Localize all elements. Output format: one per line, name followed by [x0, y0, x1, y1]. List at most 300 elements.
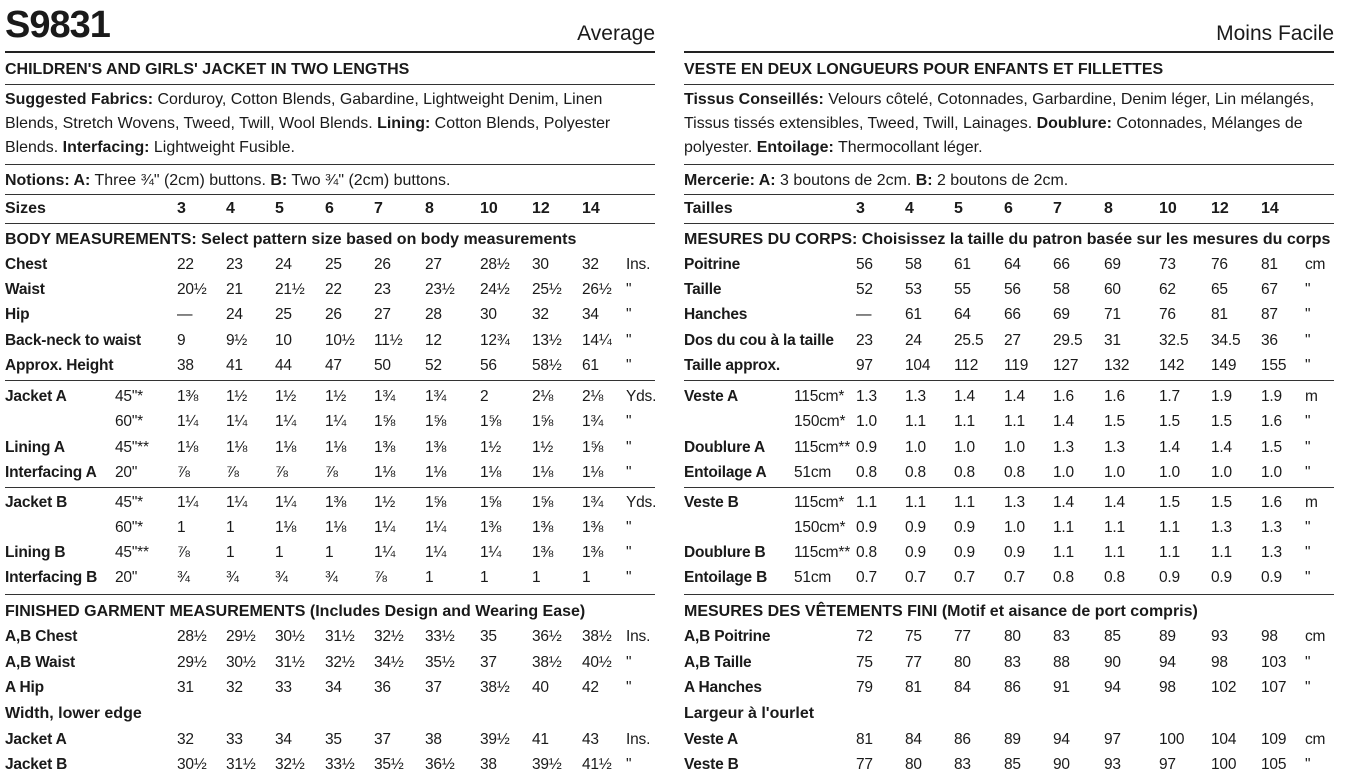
- table-row: [5, 329, 655, 353]
- table-row: [5, 385, 655, 409]
- table-row: [684, 516, 1334, 540]
- cell-value: 38: [480, 756, 497, 773]
- cell-value: 1⅝: [582, 439, 604, 456]
- cell-value: 1.1: [905, 494, 926, 511]
- fabrics-text: Velours côtelé, Cotonnades, Garbardine, Denim léger, Lin mélangés,: [823, 91, 1315, 108]
- cell-value: 77: [905, 654, 922, 671]
- cell-value: 39½: [480, 731, 510, 748]
- cell-value: 85: [1104, 628, 1121, 645]
- size-header: 6: [325, 200, 334, 217]
- cell-value: 31: [1104, 332, 1121, 349]
- cell-value: 34: [325, 679, 342, 696]
- cell-value: 1¼: [480, 544, 502, 561]
- unit-label: Ins.: [626, 256, 651, 273]
- cell-value: 1¾: [374, 388, 396, 405]
- cell-value: —: [177, 306, 193, 323]
- cell-value: 93: [1211, 628, 1228, 645]
- cell-value: 1¼: [177, 413, 199, 430]
- fabric-width: 115cm*: [794, 494, 845, 511]
- fabric-width: 45"**: [115, 544, 149, 561]
- cell-value: ¾: [275, 569, 288, 586]
- cell-value: 112: [954, 357, 979, 374]
- cell-value: 1.4: [1053, 413, 1074, 430]
- cell-value: 1.3: [1053, 439, 1074, 456]
- fabric-width: 115cm**: [794, 439, 851, 456]
- divider: [684, 380, 1334, 381]
- cell-value: 14¼: [582, 332, 612, 349]
- cell-value: 1⅛: [275, 439, 297, 456]
- cell-value: 1.5: [1159, 413, 1180, 430]
- cell-value: 2: [480, 388, 489, 405]
- cell-value: 0.9: [954, 544, 975, 561]
- cell-value: 1⅝: [532, 494, 554, 511]
- unit-label: ": [1305, 357, 1311, 374]
- cell-value: 32: [582, 256, 599, 273]
- table-row: [684, 702, 1334, 726]
- cell-value: 0.9: [856, 439, 877, 456]
- cell-value: 1.3: [1261, 544, 1282, 561]
- cell-value: ⅞: [325, 464, 338, 481]
- cell-value: 69: [1104, 256, 1121, 273]
- cell-value: 36½: [425, 756, 455, 773]
- unit-label: m: [1305, 494, 1318, 511]
- row-label: A,B Chest: [5, 628, 78, 645]
- cell-value: 81: [1261, 256, 1278, 273]
- cell-value: 69: [1053, 306, 1070, 323]
- cell-value: 93: [1104, 756, 1121, 773]
- table-row: [5, 676, 655, 700]
- table-row: [5, 303, 655, 327]
- cell-value: 25: [325, 256, 342, 273]
- unit-label: ": [626, 679, 632, 696]
- cell-value: 56: [856, 256, 873, 273]
- cell-value: 1.0: [1211, 464, 1232, 481]
- cell-value: 27: [374, 306, 391, 323]
- fabric-width: 45"*: [115, 388, 143, 405]
- cell-value: 32: [226, 679, 243, 696]
- divider: [684, 594, 1334, 595]
- table-row: [684, 329, 1334, 353]
- row-label: Jacket B: [5, 494, 68, 511]
- unit-label: ": [1305, 306, 1311, 323]
- cell-value: 0.7: [856, 569, 877, 586]
- cell-value: 87: [1261, 306, 1278, 323]
- cell-value: 80: [905, 756, 922, 773]
- cell-value: ⅞: [226, 464, 239, 481]
- cell-value: 77: [856, 756, 873, 773]
- unit-label: Yds.: [626, 494, 657, 511]
- cell-value: 1.9: [1261, 388, 1282, 405]
- cell-value: 31½: [325, 628, 355, 645]
- cell-value: 109: [1261, 731, 1287, 748]
- cell-value: 71: [1104, 306, 1121, 323]
- cell-value: 25.5: [954, 332, 984, 349]
- cell-value: 41½: [582, 756, 612, 773]
- table-row: [5, 228, 655, 252]
- interfacing-label: Entoilage:: [756, 139, 834, 156]
- cell-value: 37: [480, 654, 497, 671]
- cell-value: 44: [275, 357, 292, 374]
- unit-label: ": [626, 544, 632, 561]
- cell-value: 0.9: [1261, 569, 1282, 586]
- cell-value: 1: [226, 544, 235, 561]
- cell-value: 1.4: [1004, 388, 1025, 405]
- table-row: [5, 541, 655, 565]
- width-label: Width, lower edge: [5, 705, 142, 722]
- cell-value: 1.1: [954, 413, 975, 430]
- cell-value: 0.9: [1211, 569, 1232, 586]
- fabrics-label: Tissus Conseillés:: [684, 91, 824, 108]
- cell-value: 1.3: [856, 388, 877, 405]
- cell-value: 38: [425, 731, 442, 748]
- cell-value: 1⅝: [532, 413, 554, 430]
- unit-label: Ins.: [626, 628, 651, 645]
- cell-value: 0.9: [905, 544, 926, 561]
- cell-value: 1.4: [1211, 439, 1232, 456]
- divider: [684, 223, 1334, 224]
- cell-value: 30: [532, 256, 549, 273]
- cell-value: 1⅛: [177, 439, 199, 456]
- cell-value: 1.4: [954, 388, 975, 405]
- cell-value: 28: [425, 306, 442, 323]
- cell-value: 36: [1261, 332, 1278, 349]
- table-row: [684, 58, 1334, 82]
- cell-value: 29½: [226, 628, 256, 645]
- section-heading: MESURES DU CORPS: Choisissez la taille du patron basée sur les mesures du corps: [684, 231, 1331, 248]
- cell-value: 104: [905, 357, 931, 374]
- cell-value: 1⅝: [480, 413, 502, 430]
- cell-value: 61: [905, 306, 922, 323]
- cell-value: 83: [954, 756, 971, 773]
- cell-value: 31½: [226, 756, 256, 773]
- cell-value: 64: [1004, 256, 1021, 273]
- cell-value: 83: [1053, 628, 1070, 645]
- pattern-title: CHILDREN'S AND GIRLS' JACKET IN TWO LENGTHS: [5, 61, 410, 78]
- cell-value: 24: [226, 306, 243, 323]
- cell-value: 0.8: [1053, 569, 1074, 586]
- sizes-label: Tailles: [684, 200, 733, 217]
- section-heading: FINISHED GARMENT MEASUREMENTS (Includes Design and Wearing Ease): [5, 603, 586, 620]
- cell-value: 89: [1159, 628, 1176, 645]
- cell-value: 1⅛: [325, 519, 347, 536]
- cell-value: ⅞: [177, 464, 190, 481]
- fabric-width: 60"*: [115, 519, 143, 536]
- cell-value: 77: [954, 628, 971, 645]
- unit-label: ": [626, 413, 632, 430]
- cell-value: 1.0: [905, 439, 926, 456]
- french-column: [684, 0, 1334, 779]
- notions-label: Mercerie: A:: [684, 172, 776, 189]
- unit-label: m: [1305, 388, 1318, 405]
- table-row: [684, 600, 1334, 624]
- size-header: 12: [532, 200, 550, 217]
- cell-value: 1½: [374, 494, 396, 511]
- interfacing-text: Lightweight Fusible.: [149, 139, 295, 156]
- cell-value: 1⅛: [532, 464, 554, 481]
- english-column: [5, 0, 655, 779]
- cell-value: 53: [905, 281, 922, 298]
- cell-value: 84: [905, 731, 922, 748]
- cell-value: 81: [905, 679, 922, 696]
- cell-value: 0.9: [1004, 544, 1025, 561]
- cell-value: 81: [1211, 306, 1228, 323]
- row-label: Veste A: [684, 388, 739, 405]
- row-label: Lining A: [5, 439, 65, 456]
- cell-value: 86: [954, 731, 971, 748]
- row-label: Interfacing A: [5, 464, 97, 481]
- cell-value: 39½: [532, 756, 562, 773]
- cell-value: 0.7: [1004, 569, 1025, 586]
- cell-value: 25: [275, 306, 292, 323]
- unit-label: ": [1305, 464, 1311, 481]
- cell-value: 35½: [374, 756, 404, 773]
- cell-value: 1¼: [374, 519, 396, 536]
- table-row: [5, 253, 655, 277]
- fabric-width: 60"*: [115, 413, 143, 430]
- divider: [5, 164, 655, 165]
- cell-value: 11½: [374, 332, 403, 349]
- divider: [5, 594, 655, 595]
- cell-value: 0.9: [1159, 569, 1180, 586]
- cell-value: 33: [226, 731, 243, 748]
- cell-value: 31: [177, 679, 194, 696]
- size-header: 10: [480, 200, 498, 217]
- fabrics-label: Suggested Fabrics:: [5, 91, 154, 108]
- divider: [5, 51, 655, 53]
- cell-value: 1⅛: [425, 464, 447, 481]
- cell-value: 26: [374, 256, 391, 273]
- table-row: [684, 436, 1334, 460]
- divider: [5, 194, 655, 195]
- cell-value: 1: [582, 569, 591, 586]
- cell-value: 32: [532, 306, 549, 323]
- cell-value: 80: [954, 654, 971, 671]
- notions-text: 2 boutons de 2cm.: [932, 172, 1069, 189]
- unit-label: ": [626, 306, 632, 323]
- table-row: [5, 516, 655, 540]
- cell-value: 102: [1211, 679, 1237, 696]
- pattern-number: S9831: [5, 4, 110, 46]
- cell-value: 1⅛: [325, 439, 347, 456]
- row-label: Lining B: [5, 544, 66, 561]
- cell-value: 1.1: [905, 413, 926, 430]
- lining-label: Lining:: [377, 115, 431, 132]
- size-header: 5: [954, 200, 963, 217]
- cell-value: 61: [954, 256, 971, 273]
- table-row: [684, 410, 1334, 434]
- divider: [684, 487, 1334, 488]
- cell-value: 1⅜: [374, 439, 396, 456]
- unit-label: ": [626, 332, 632, 349]
- cell-value: 1⅜: [582, 519, 604, 536]
- size-header: 3: [177, 200, 186, 217]
- fabric-width: 150cm*: [794, 413, 846, 430]
- table-row: [684, 303, 1334, 327]
- row-label: Back-neck to waist: [5, 332, 141, 349]
- divider: [5, 223, 655, 224]
- difficulty-level: Average: [577, 22, 655, 45]
- cell-value: 30: [480, 306, 497, 323]
- cell-value: 1.6: [1261, 494, 1282, 511]
- row-label: Jacket B: [5, 756, 68, 773]
- row-label: Poitrine: [684, 256, 741, 273]
- cell-value: 1: [177, 519, 186, 536]
- cell-value: 97: [1104, 731, 1121, 748]
- table-row: [5, 728, 655, 752]
- cell-value: 1.0: [1053, 464, 1074, 481]
- cell-value: 1⅛: [275, 519, 297, 536]
- unit-label: Ins.: [626, 731, 651, 748]
- cell-value: 97: [1159, 756, 1176, 773]
- cell-value: 58½: [532, 357, 562, 374]
- table-row: [684, 278, 1334, 302]
- cell-value: 1.0: [954, 439, 975, 456]
- cell-value: 149: [1211, 357, 1237, 374]
- cell-value: 1⅝: [374, 413, 396, 430]
- cell-value: 1.1: [1004, 413, 1025, 430]
- cell-value: 26½: [582, 281, 612, 298]
- cell-value: 132: [1104, 357, 1130, 374]
- cell-value: 1.1: [856, 494, 877, 511]
- cell-value: 76: [1159, 306, 1176, 323]
- cell-value: 32: [177, 731, 194, 748]
- cell-value: 35: [325, 731, 342, 748]
- row-label: Taille approx.: [684, 357, 780, 374]
- cell-value: 38½: [582, 628, 612, 645]
- pattern-header: [5, 0, 655, 50]
- cell-value: 1.4: [1104, 494, 1125, 511]
- cell-value: 24: [275, 256, 292, 273]
- cell-value: 142: [1159, 357, 1185, 374]
- cell-value: 30½: [275, 628, 305, 645]
- cell-value: 1.5: [1104, 413, 1125, 430]
- interfacing-text: Thermocollant léger.: [833, 139, 983, 156]
- pattern-header: [684, 0, 1334, 50]
- notions-label: B:: [915, 172, 933, 189]
- unit-label: ": [1305, 332, 1311, 349]
- size-header: 8: [425, 200, 434, 217]
- cell-value: 76: [1211, 256, 1228, 273]
- difficulty-level: Moins Facile: [1216, 22, 1334, 45]
- cell-value: 1⅜: [582, 544, 604, 561]
- table-row: [5, 625, 655, 649]
- lining-text: polyester.: [684, 139, 757, 156]
- row-label: Doublure B: [684, 544, 766, 561]
- cell-value: 23: [374, 281, 391, 298]
- cell-value: 10½: [325, 332, 355, 349]
- cell-value: 61: [582, 357, 599, 374]
- section-heading: MESURES DES VÊTEMENTS FINI (Motif et aisance de port compris): [684, 603, 1198, 620]
- cell-value: 1¼: [425, 544, 447, 561]
- cell-value: ¾: [177, 569, 190, 586]
- cell-value: 1½: [480, 439, 502, 456]
- table-row: [684, 676, 1334, 700]
- cell-value: 81: [856, 731, 873, 748]
- table-row: [5, 461, 655, 485]
- cell-value: 75: [856, 654, 873, 671]
- cell-value: 1: [275, 544, 284, 561]
- table-row: [684, 197, 1334, 221]
- notions: [5, 169, 653, 193]
- row-label: Dos du cou à la taille: [684, 332, 834, 349]
- row-label: Hip: [5, 306, 30, 323]
- cell-value: ⅞: [275, 464, 288, 481]
- row-label: A,B Taille: [684, 654, 752, 671]
- pattern-title: VESTE EN DEUX LONGUEURS POUR ENFANTS ET FILLETTES: [684, 61, 1164, 78]
- table-row: [5, 197, 655, 221]
- cell-value: 1¼: [425, 519, 447, 536]
- table-row: [684, 461, 1334, 485]
- notions-label: B:: [270, 172, 288, 189]
- cell-value: 30½: [226, 654, 256, 671]
- unit-label: cm: [1305, 731, 1326, 748]
- cell-value: 89: [1004, 731, 1021, 748]
- notions-label: Notions: A:: [5, 172, 91, 189]
- cell-value: 1⅛: [480, 464, 502, 481]
- row-label: Interfacing B: [5, 569, 98, 586]
- cell-value: 34.5: [1211, 332, 1241, 349]
- cell-value: —: [856, 306, 872, 323]
- cell-value: 1.0: [1159, 464, 1180, 481]
- unit-label: ": [1305, 654, 1311, 671]
- cell-value: 1¼: [226, 494, 248, 511]
- cell-value: 33½: [425, 628, 455, 645]
- cell-value: 56: [1004, 281, 1021, 298]
- cell-value: 0.7: [954, 569, 975, 586]
- cell-value: 66: [1053, 256, 1070, 273]
- cell-value: 127: [1053, 357, 1079, 374]
- fabric-width: 45"**: [115, 439, 149, 456]
- cell-value: 1⅜: [177, 388, 199, 405]
- row-label: Entoilage A: [684, 464, 767, 481]
- cell-value: 107: [1261, 679, 1287, 696]
- table-row: [684, 385, 1334, 409]
- unit-label: cm: [1305, 628, 1326, 645]
- cell-value: 1.6: [1261, 413, 1282, 430]
- row-label: A Hanches: [684, 679, 762, 696]
- fabric-width: 150cm*: [794, 519, 846, 536]
- cell-value: 1: [532, 569, 541, 586]
- unit-label: ": [1305, 569, 1311, 586]
- size-header: 14: [1261, 200, 1279, 217]
- cell-value: 1.1: [1053, 519, 1074, 536]
- cell-value: 58: [905, 256, 922, 273]
- cell-value: 1.1: [1159, 544, 1180, 561]
- cell-value: 98: [1211, 654, 1228, 671]
- divider: [684, 194, 1334, 195]
- cell-value: 1.6: [1104, 388, 1125, 405]
- cell-value: 34½: [374, 654, 404, 671]
- interfacing-label: Interfacing:: [62, 139, 150, 156]
- cell-value: 100: [1159, 731, 1185, 748]
- size-header: 5: [275, 200, 284, 217]
- table-row: [5, 410, 655, 434]
- cell-value: 97: [856, 357, 873, 374]
- cell-value: 32.5: [1159, 332, 1189, 349]
- lining-text: Blends.: [5, 139, 63, 156]
- unit-label: ": [626, 281, 632, 298]
- unit-label: Yds.: [626, 388, 657, 405]
- fabric-width: 20": [115, 569, 138, 586]
- cell-value: ¾: [325, 569, 338, 586]
- row-label: Approx. Height: [5, 357, 114, 374]
- cell-value: 94: [1104, 679, 1121, 696]
- cell-value: 103: [1261, 654, 1287, 671]
- unit-label: ": [1305, 679, 1311, 696]
- table-row: [684, 541, 1334, 565]
- unit-label: ": [1305, 281, 1311, 298]
- cell-value: 1.1: [954, 494, 975, 511]
